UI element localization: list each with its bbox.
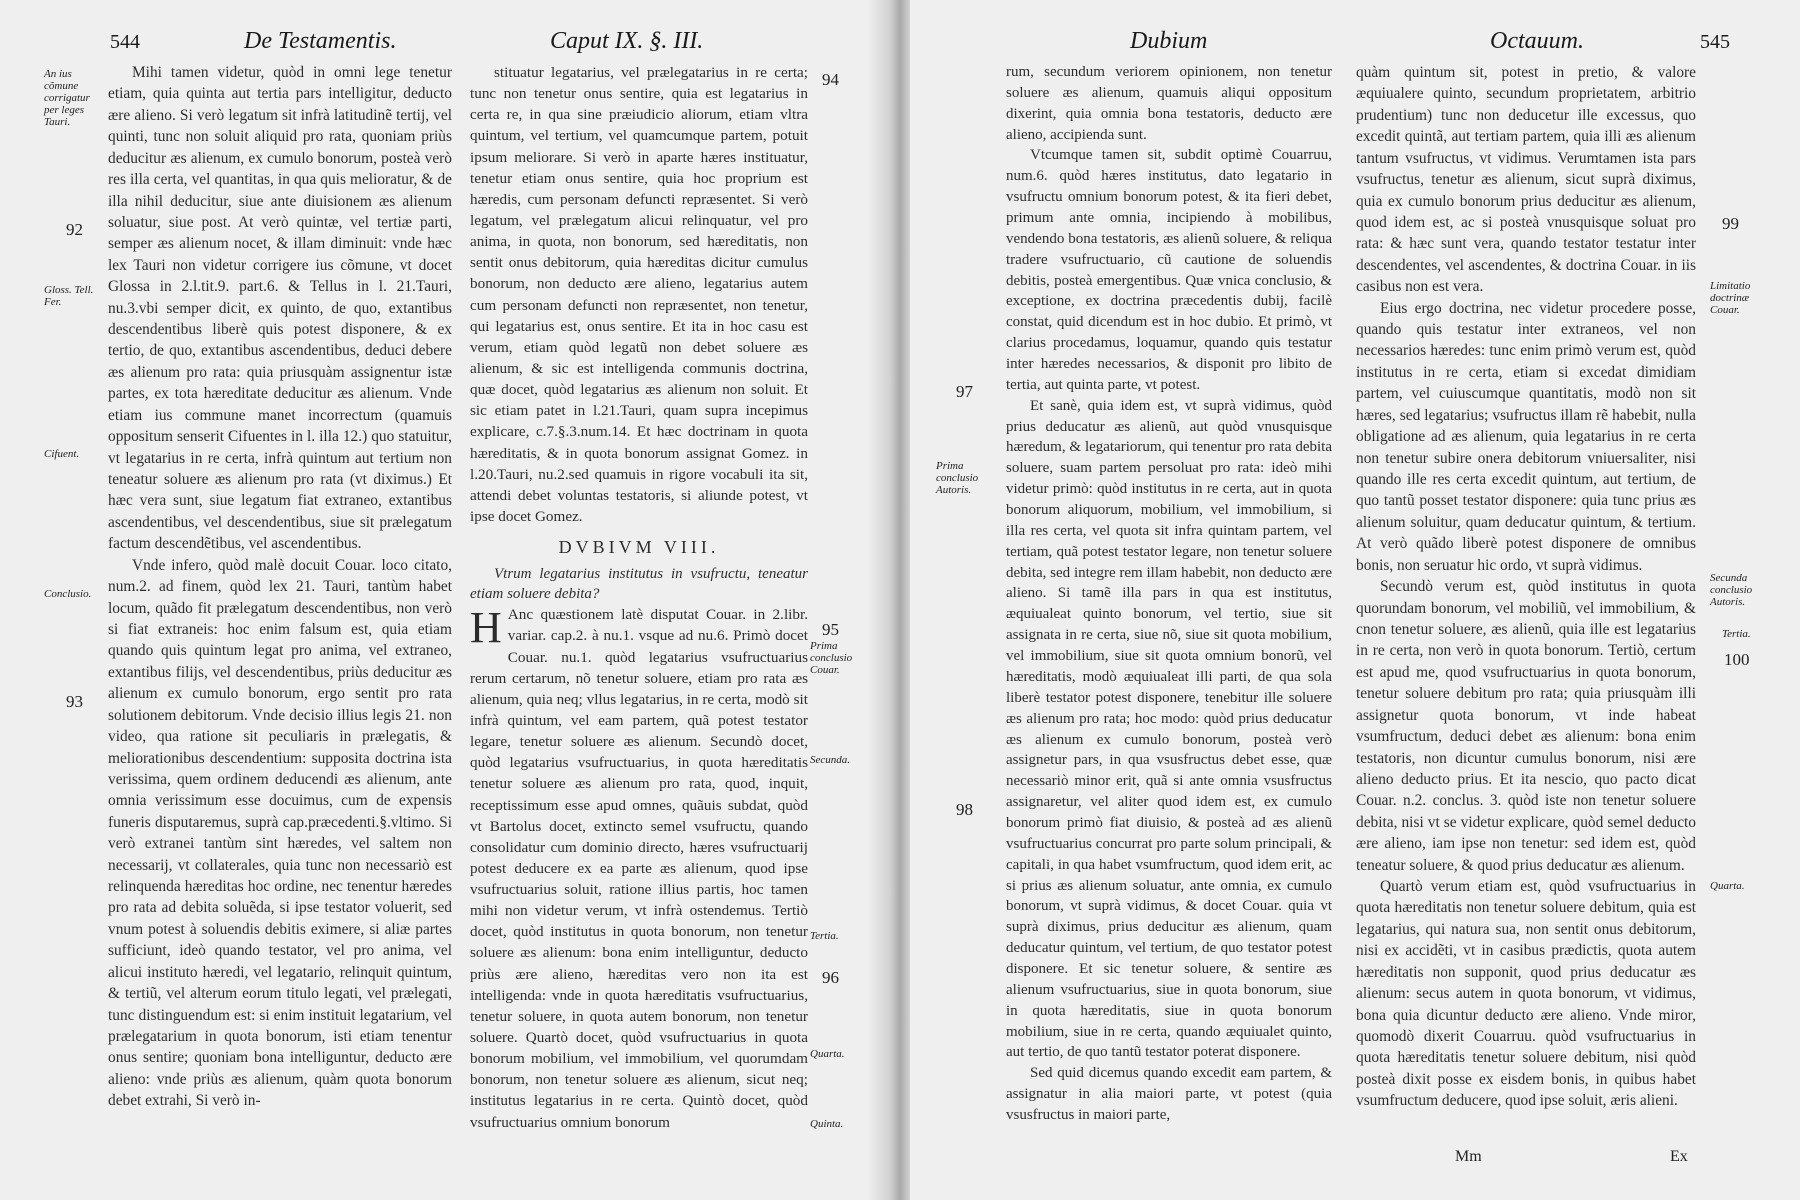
dubium-heading: DVBIVM VIII. — [558, 537, 720, 558]
margin-note: Secunda. — [810, 754, 851, 766]
paragraph: Vnde infero, quòd malè docuit Couar. loco citato, num.2. ad finem, quòd lex 21. Tauri, tantùm habet locum, quãdo fit prælegatum descendentibus, non verò si fiat extraneis: hoc enim falsum est, quia etiam quando quis quintum legat pro anima, vel extraneo, extantibus filijs, vel descendentibus, priùs deducitur æs alienum ex cumulo bonorum, ergo sentit pro rata solutionem debitorum. Vnde decisio illius legis 21. non video, qua ratione sit peculiaris in prælegatis, & meliorationibus descendentium: supposita doctrina ista verissima, quem ordinem deducendi æs alienum, ante omnia verissimum esse docuimus, cum de expensis funeris disputaremus, suprà cap.præcedenti.§.vltimo. Si verò extranei tantùm sint hæredes, vel saltem non necessarij, vt collaterales, quia tunc non necessariò est relinquenda hæreditas hoc ordine, nec tenentur hæredes pro rata ad debita soluẽda, si ipse testator voluerit, sed vnum potest à soluendis debitis eximere, si aliæ partes sufficiunt, ideò quando testator, vel pro anima, vel alicui instituto hæredi, vel legatario, relinquit quintum, & tertiũ, vel alterum eorum titulo legati, vel prælegati, tunc distinguendum est: si enim instituit legatarium, vel prælegatarium in quota bonorum, isti etiam tenentur onus sentire; quoniam bona intelliguntur, deducto ære alieno: vnde priùs æs alienum, quàm quota bonorum debet extrahi, Si verò in- — [108, 556, 452, 1110]
left-running-head: De Testamentis. — [244, 28, 397, 54]
catchword: Ex — [1670, 1148, 1688, 1165]
paragraph: Eius ergo doctrina, nec videtur procedere posse, quando quis testatur inter extraneos, vel non necessarios hæredes: tunc enim primò verum est, quòd institutus in re certa, etiam si excedat dimidiam partem, vel cuiuscumque quantitatis, modò non sit hæres, sed legatarius; vsufructus illam rẽ habebit, nulla obligatione ad æs alienum, quia legatarius in re certa non tenetur subire onera debitorum vniuersaliter, nisi quando ille res certa excedit quintum, aut tertium, de quo tantũ posset testator disponere: quia tunc prius æs alienum soluitur, quam deducatur quintum, & tertium. At verò quãdo liberè potest disponere de omnibus bonis, non seruatur hic ordo, vt suprà vidimus. — [1356, 299, 1696, 574]
paragraph: Et sanè, quia idem est, vt suprà vidimus, quòd prius deducatur æs alienũ, aut quòd vnusquisque hæredum, & legatariorum, qui tenentur pro rata debita soluere, suam partem persoluat pro rata: ideò mihi videtur primò: quòd institutus in re certa, aut in quota bonorum aliquorum, mobilium, vel immobilium, si illa res certa, vel quota sit infra quintam partem, vel tertiam, quã potest testator legare, non tenetur soluere debita, sed integre rem illam habebit, non deducto ære alieno. Si tamẽ illa pars in qua est institutus, æquiualeat quinto bonorum, vel tertio, siue sit assignata in re certa, siue nõ, siue sit quota mobilium, vel immobilium, siue sit quota omnium bonorũ, vel hæreditatis, modò æquiualeat illi parti, de qua sola liberè testator potest disponere, tenebitur ille soluere æs alienum pro rata; hoc modo: quòd prius deducatur æs alienum ex cumulo bonorum, posteà verò assignetur pars, in qua vsusfructus debet esse, quæ necessariò minor erit, quã si ante omnia vsusfructus assignaretur, vel aliter quod idem est, ex cumulo bonorum primò fiat diuisio, & posteà ad æs alienũ vsufructuarius concurrat pro parte solum principali, & capitali, in qua habet vsumfructum, quod idem erit, ac si prius æs alienum soluatur, ante omnia, ex cumulo bonorum, vt suprà vidimus, & docet Couar. quia vt suprà diximus, prius deducitur æs alienum, quam deducatur quintum, vel tertium, de quo testator potest disponere. Et sic tenetur soluere, & sentire æs alienum vsufructuarius, siue in quota bonorum, siue in quota hæreditatis, siue in quota bonorum mobilium, siue in re certa, quando æquiualet quinto, aut tertio, de quo tantũ testator poterat disponere. — [1006, 397, 1332, 1061]
left-column-2 — [470, 62, 808, 1133]
margin-note: Prima conclusio Autoris. — [936, 460, 979, 496]
dubium-body: Anc quæstionem latè disputat Couar. in 2.libr. variar. cap.2. à nu.1. vsque ad nu.6. Primò docet Couar. nu.1. quòd legatarius vsufructuarius rerum certarum, nõ tenetur soluere, etiam pro rata æs alienum, quia neq; vllus legatarius, in re certa, modò sit infrà quintum, vel eam partem, quã potest testator legare, tenetur soluere æs alienum. Secundò docet, quòd legatarius vsufructuarius, in quota hæreditatis tenetur soluere æs alienum pro rata, quod, inquit, receptissimum esse apud omnes, quãuis subdat, quòd vt Bartolus docet, extincto semel vsufructu, quando consolidatur cum dominio directo, hæres vsufructuarij potest deducere ex ea parte æs alienum, quod ipse vsufructuarius soluit, ratione illius partis, hoc tamen mihi non videtur verum, vt infrà ostendemus. Tertiò docet, quòd institutus in quota bonorum, non tenetur soluere æs alienum: bona enim intelliguntur, deducto priùs ære alieno, hæreditas vero non ita est intelligenda: vnde in quota hæreditatis vsufructuarius, tenetur soluere, in quota autem bonorum, non tenetur soluere. Quartò docet, quòd vsufructuarius in quota bonorum mobilium, vel immobilium, vel quorumdam bonorum, non tenetur soluere æs alienum, sicut neq; institutus legatarius in re certa. Quintò docet, quòd vsufructuarius omnium bonorum — [470, 606, 808, 1131]
paragraph: rum, secundum veriorem opinionem, non tenetur soluere æs alienum, quamuis aliqui oppositum dixerint, quia omnia bona testatoris, deducto ære alieno, accipienda sunt. — [1006, 64, 1332, 143]
margin-note: An ius cõmune corrigatur per leges Tauri. — [44, 68, 90, 128]
margin-note: Conclusio. — [44, 588, 92, 600]
margin-number: 95 — [822, 620, 839, 639]
left-page-number: 544 — [110, 31, 140, 53]
margin-number: 97 — [956, 382, 973, 401]
margin-note: Cifuent. — [44, 448, 80, 460]
margin-note: Secunda conclusio Autoris. — [1710, 572, 1753, 608]
margin-number: 92 — [66, 220, 83, 239]
right-page-number: 545 — [1700, 31, 1730, 53]
paragraph: quàm quintum sit, potest in pretio, & valore æquiualere quinto, secundum proprietatem, arbitrio prudentium) tunc non deducetur ille excessus, quo excedit quintã, aut tertiam partem, quia illi æs alienum tantum vsufructus, vt vidimus. Verumtamen ista pars vsufructus, tenetur æs alienum, sicut suprà diximus, quia ex cumulo bonorum prius deducitur æs alienum, quod idem est, ac si posteà vnusquisque soluat pro rata: & hæc sunt vera, quando testator testatur inter descendentes, vel ascendentes, & doctrina Couar. in iis casibus non est vera. — [1356, 64, 1696, 296]
margin-number: 94 — [822, 70, 839, 89]
margin-number: 98 — [956, 800, 973, 819]
paragraph: Quartò verum etiam est, quòd vsufructuarius in quota hæreditatis non tenetur soluere debitum, quia est legatarius, qui natura sua, non sentit onus debitorum, nisi ex accidẽti, vt in casibus prædictis, quota autem hæreditatis non supponit, quod prius deducatur æs alienum: secus autem in quota bonorum, vt vidimus, bona quia dicuntur deducto ære alieno. Vnde miror, quomodò dixerit Couarruu. quòd vsufructuarius in quota hæreditatis tenetur soluere debitum, nisi quòd posteà dixit posse ex eisdem bonis, in quibus habet vsumfructum deducere, quod ipse soluit, æris alieni. — [1356, 878, 1696, 1110]
right-column-2 — [1356, 62, 1696, 1112]
right-column-1 — [1006, 62, 1332, 1126]
paragraph: Sed quid dicemus quando excedit eam partem, & assignatur in alia maiori parte, vt potest (quia vsusfructus in maiori parte, — [1006, 1065, 1332, 1123]
margin-number: 100 — [1724, 650, 1750, 669]
right-page — [910, 0, 1800, 1200]
right-running-head: Dubium — [1130, 28, 1208, 54]
paragraph: Secundò verum est, quòd institutus in quota quorundam bonorum, vel mobiliũ, vel immobilium, & cnon tenetur soluere, æs alienũ, quia ille est legatarius in re certa, non verò in quota bonorum. Tertiò, certum est apud me, quod vsufructuarius in quota bonorum, tenetur soluere debitum pro rata; quia priusquàm illi assignetur quota bonorum, vt inde habeat vsumfructum, deduci debet æs alienum: bona enim testatoris, non dicuntur cumulus bonorum, nisi ære alieno deducto prius. Et ita nescio, quo pacto dicat Couar. n.2. conclus. 3. quòd iste non tenetur soluere debita, nisi vt se videtur explicare, quòd semel deducto ære alieno, iam ipse non tenetur: sed idem est, quòd teneatur soluere, & quod prius deducatur æs alienum. — [1356, 578, 1696, 874]
dubium-question: Vtrum legatarius institutus in vsufructu, teneatur etiam soluere debita? — [470, 566, 808, 603]
left-running-head-right: Caput IX. §. III. — [550, 28, 704, 54]
margin-note: Quarta. — [1710, 880, 1745, 892]
paragraph: Mihi tamen videtur, quòd in omni lege tenetur etiam, quia quinta aut tertia pars intelligitur, deducto ære alieno. Si verò legatum sit infrà latitudinẽ tertij, vel quinti, tunc non soluit aliquid pro rata, quoniam priùs deducitur æs alienum, ex cumulo bonorum, posteà verò res illa certa, vel quantitas, in qua quis melioratur, & de illa nihil deducitur, siue ante diuisionem æs alienum soluatur, siue post. At verò quintæ, vel tertiæ parti, semper æs alienum nocet, & illam diminuit: vnde hæc lex Tauri non videtur corrigere ius cõmune, vt docet Glossa in 2.l.tit.9. part.6. & Tellus in l. 21.Tauri, nu.3.vbi semper dicit, ex quinto, de quo, extantibus descendentibus liberè quis potest disponere, & ex tertio, de quo, extantibus ascendentibus, deduci debere æs alienum pro rata: quia priusquàm assignentur istæ partes, ex tota hæreditate deducitur æs alienum. Vnde etiam ius commune manet incorrectum (quamuis oppositum senserit Cifuentes in l. illa 12.) quo statuitur, vt legatarius in re certa, infrà quintum aut tertium non teneatur soluere æs alienum pro rata (vt diximus.) Et hæc vera sunt, siue legatum fiat extraneo, extantibus ascendentibus, vel descendentibus, siue sit prælegatum factum descendẽtibus, vel ascendentibus. — [108, 64, 452, 553]
margin-number: 96 — [822, 968, 839, 987]
paragraph: Vtcumque tamen sit, subdit optimè Couarruu, num.6. quòd hæres institutus, dato legatario in vsufructu omnium bonorum potest, & ita fieri debet, primum ante omnia, incipiendo à mobilibus, vendendo bona testatoris, æs alienũ soluere, & reliqua tradere vsufructuario, cũ cautione de soluendis debitis, posteà emergentibus. Quæ vnica conclusio, & exceptione, ex doctrina præcedentis dubij, facilè constat, quid dicendum est in hoc dubio. Et primò, vt clarius procedamus, loquamur, quando quis testatur inter hæredes necessarios, & disponit pro libito de tertia, aut quinta parte, vt potest. — [1006, 147, 1332, 393]
right-running-head-right: Octauum. — [1490, 28, 1584, 54]
margin-note: Quinta. — [810, 1118, 844, 1130]
left-column-1 — [108, 62, 452, 1112]
margin-note: Limitatio doctrinæ Couar. — [1710, 280, 1751, 316]
margin-note: Tertia. — [1722, 628, 1751, 640]
margin-note: Quarta. — [810, 1048, 845, 1060]
margin-note: Tertia. — [810, 930, 839, 942]
margin-number: 99 — [1722, 214, 1739, 233]
margin-note: Prima conclusio Couar. — [810, 640, 853, 676]
drop-cap: H — [470, 603, 502, 653]
paragraph: stituatur legatarius, vel prælegatarius in re certa; tunc non tenetur onus sentire, quia est legatarius in certa re, in qua sine præiudicio aliorum, etiam vltra quintum, vel tertium, vel quamcumque partem, potuit ipsum meliorare. Si verò in aparte hæres instituatur, tenetur etiam onus sentire, quia hoc proprium est hæredis, cum personam defuncti repræsentet. Si verò legatum, vel prælegatum alicui relinquatur, vel pro anima, in quota, non bonorum, sed hæreditatis, non sentit onus debitorum, quia hæreditas dicitur cumulus bonorum, non deducto ære alieno, legatarius autem cum personam defuncti non repræsentet, non tenetur, qui legatarius est, onus sentire. Et ita in hoc casu est verum, etiam quòd legatũ non debet soluere æs alienum, & sic est intelligenda communis doctrina, quæ docet, quòd legatarius æs alienum non soluit. Et sic etiam patet in l.21.Tauri, quam supra incepimus explicare, c.7.§.3.num.14. Et hæc doctrinam in quota hæreditatis, & in quota bonorum assignat Gomez. in l.20.Tauri, nu.2.sed quamuis in rigore vocabuli ita sit, attendi debet voluntas testatoris, si aliunde potest, vt ipse docet Gomez. — [470, 64, 808, 525]
signature-mark: Mm — [1455, 1148, 1482, 1165]
margin-note: Gloss. Tell. Fer. — [44, 284, 94, 308]
dubium-paragraph — [470, 604, 808, 1133]
margin-number: 93 — [66, 692, 83, 711]
left-page — [0, 0, 890, 1200]
